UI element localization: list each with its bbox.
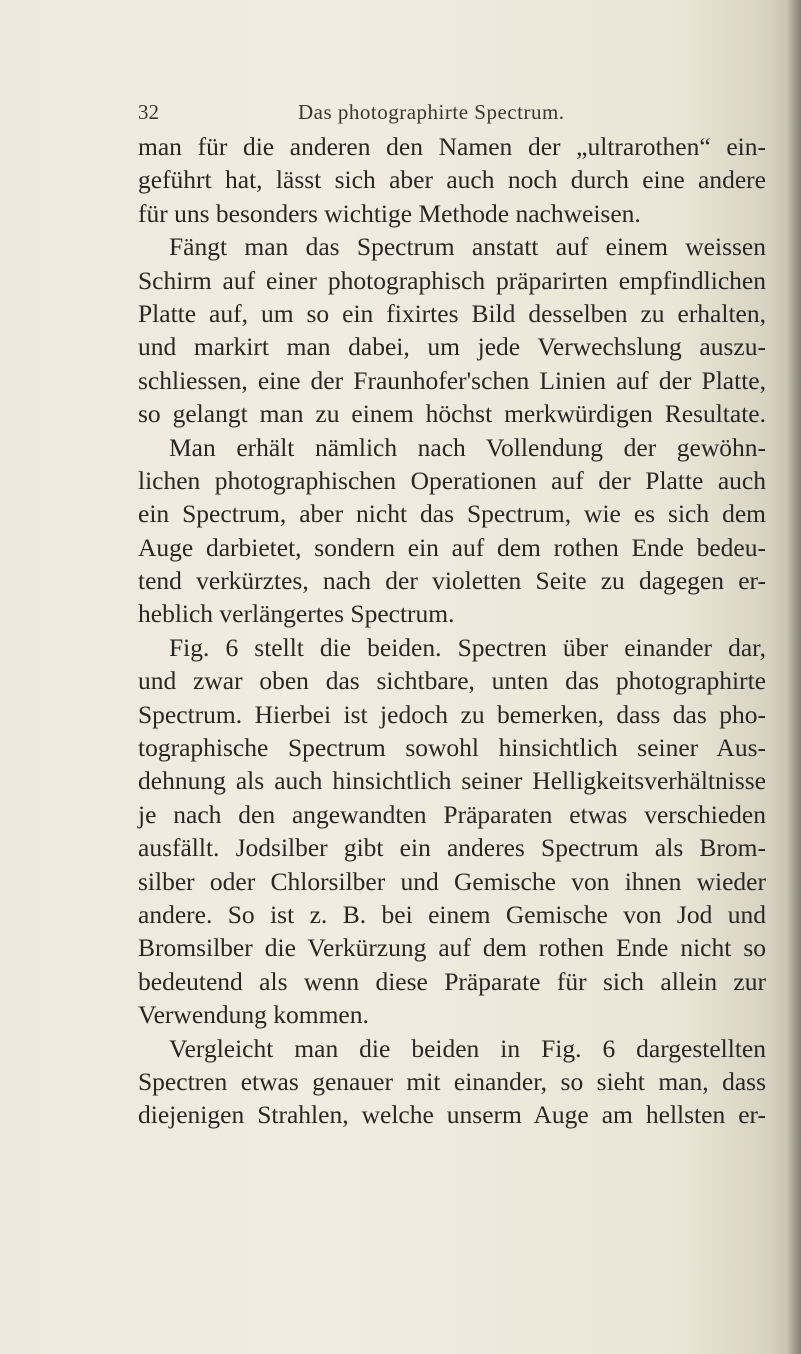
text-line: dehnung als auch hinsichtlich seiner Helligkeitsverhältnisse xyxy=(138,766,766,796)
text-line: silber oder Chlorsilber und Gemische von ihnen wieder xyxy=(138,866,766,896)
running-title: Das photographirte Spectrum. xyxy=(298,100,565,124)
text-line: tographische Spectrum sowohl hinsichtlich seiner Aus- xyxy=(138,733,766,763)
text-line: heblich verlängertes Spectrum. xyxy=(138,599,455,629)
text-line: Man erhält nämlich nach Vollendung der gewöhn- xyxy=(169,432,766,462)
running-header xyxy=(138,100,728,130)
text-line: andere. So ist z. B. bei einem Gemische von Jod und xyxy=(138,899,766,929)
text-line: lichen photographischen Operationen auf der Platte auch xyxy=(138,465,766,495)
page-spine-shadow xyxy=(787,0,801,1354)
text-line: Fig. 6 stellt die beiden. Spectren über einander dar, xyxy=(169,632,766,662)
text-line: diejenigen Strahlen, welche unserm Auge am hellsten er- xyxy=(138,1100,766,1130)
text-line: bedeutend als wenn diese Präparate für sich allein zur xyxy=(138,966,766,996)
text-line: so gelangt man zu einem höchst merkwürdigen Resultate. xyxy=(138,399,766,429)
text-line: Bromsilber die Verkürzung auf dem rothen Ende nicht so xyxy=(138,933,766,963)
text-line: geführt hat, lässt sich aber auch noch durch eine andere xyxy=(138,165,766,195)
text-line: Schirm auf einer photographisch präparirten empfindlichen xyxy=(138,265,766,295)
text-line: tend verkürztes, nach der violetten Seite zu dagegen er- xyxy=(138,566,766,596)
text-line: schliessen, eine der Fraunhofer'schen Linien auf der Platte, xyxy=(138,365,766,395)
text-line: Vergleicht man die beiden in Fig. 6 dargestellten xyxy=(169,1033,766,1063)
text-line: Fängt man das Spectrum anstatt auf einem weissen xyxy=(169,232,766,262)
text-line: Spectren etwas genauer mit einander, so sieht man, dass xyxy=(138,1066,766,1096)
text-line: Spectrum. Hierbei ist jedoch zu bemerken, dass das pho- xyxy=(138,699,766,729)
body-text xyxy=(138,130,766,1132)
text-line: und markirt man dabei, um jede Verwechslung auszu- xyxy=(138,332,766,362)
text-line: Verwendung kommen. xyxy=(138,1000,369,1030)
text-line: ausfällt. Jodsilber gibt ein anderes Spectrum als Brom- xyxy=(138,833,766,863)
page-number: 32 xyxy=(138,100,159,124)
text-line: Auge darbietet, sondern ein auf dem rothen Ende bedeu- xyxy=(138,532,766,562)
text-line: für uns besonders wichtige Methode nachweisen. xyxy=(138,198,641,228)
text-line: ein Spectrum, aber nicht das Spectrum, wie es sich dem xyxy=(138,499,766,529)
text-line: je nach den angewandten Präparaten etwas verschieden xyxy=(138,799,766,829)
text-line: man für die anderen den Namen der „ultrarothen“ ein- xyxy=(138,132,766,161)
text-line: Platte auf, um so ein fixirtes Bild desselben zu erhalten, xyxy=(138,298,766,328)
text-line: und zwar oben das sichtbare, unten das photographirte xyxy=(138,666,766,696)
